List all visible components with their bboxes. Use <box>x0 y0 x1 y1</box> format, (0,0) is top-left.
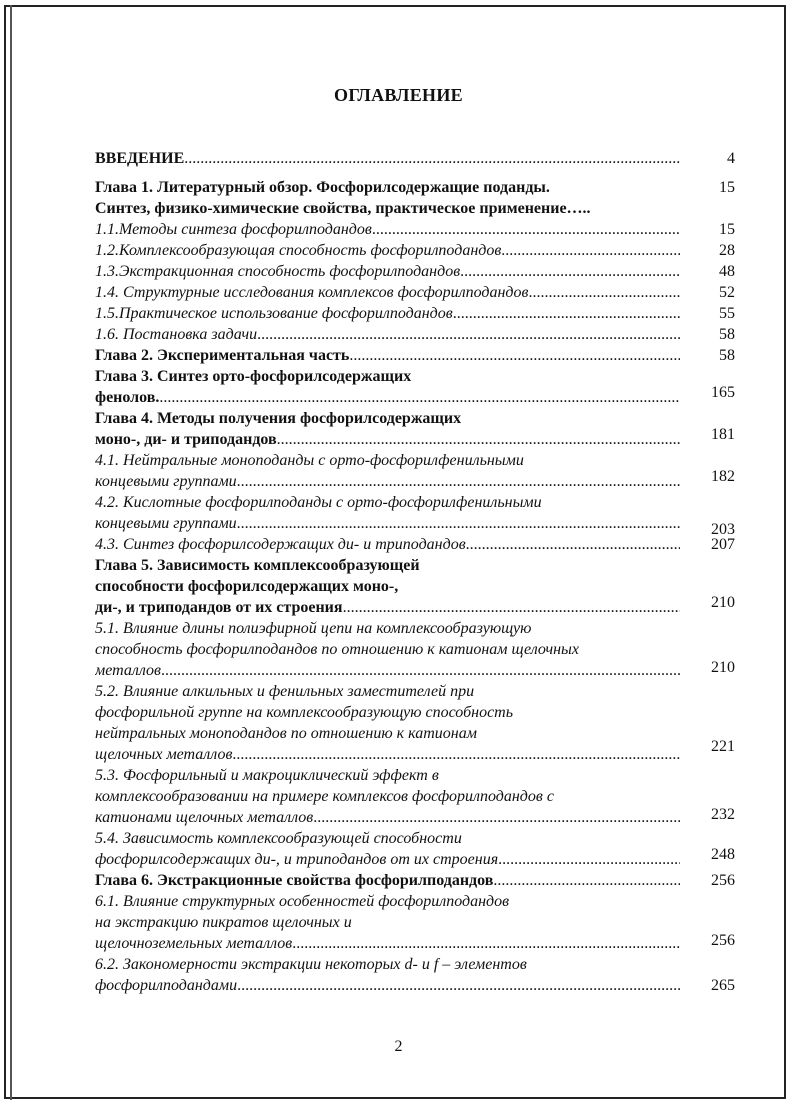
toc-entry-chapter-5 <box>95 555 735 618</box>
toc-entry-section-4-2 <box>95 492 735 538</box>
toc-entry-text: фосфорилподандами ..... <box>95 975 680 996</box>
toc-entry-section-1-2 <box>95 240 735 261</box>
toc-page-number: 203 <box>711 521 735 538</box>
toc-page-number: 165 <box>711 384 735 401</box>
toc-entry-text: способности фосфорилсодержащих моно-, <box>95 578 399 595</box>
toc-entry-text: моно-, ди- и триподандов ..... <box>95 429 680 450</box>
toc-page-number: 232 <box>711 806 735 823</box>
toc-page-number: 182 <box>711 468 735 485</box>
toc-entry-text: способность фосфорилподандов по отношению к катионам щелочных <box>95 641 579 658</box>
toc-entry-text: 1.4. Структурные исследования комплексов фосфорилподандов ..... <box>95 282 680 303</box>
toc-entry-section-4-3 <box>95 534 735 555</box>
toc-entry-text: 6.1. Влияние структурных особенностей фосфорилподандов <box>95 893 510 910</box>
toc-entry-text: катионами щелочных металлов ..... <box>95 807 680 828</box>
toc-entry-section-5-1 <box>95 618 735 681</box>
toc-entry-text: фосфорилсодержащих ди-, и триподандов от их строения ..... <box>95 849 680 870</box>
toc-entry-text: 5.1. Влияние длины полиэфирной цепи на комплексообразующую <box>95 620 532 637</box>
toc-page-number: 28 <box>719 242 735 259</box>
toc-entry-text: ди-, и триподандов от их строения ..... <box>95 597 680 618</box>
toc-page-number: 4 <box>727 150 735 167</box>
toc-entry-text: 1.6. Постановка задачи ..... <box>95 324 680 345</box>
toc-entry-section-6-1 <box>95 891 735 954</box>
toc-entry-text: Глава 5. Зависимость комплексообразующей <box>95 557 420 574</box>
toc-entry-section-1-4 <box>95 282 735 303</box>
table-of-contents <box>95 148 735 996</box>
toc-entry-text: Глава 2. Экспериментальная часть ..... <box>95 345 680 366</box>
toc-entry-chapter-3 <box>95 366 735 408</box>
toc-entry-section-1-5 <box>95 303 735 324</box>
toc-entry-text: концевыми группами ..... <box>95 513 680 534</box>
toc-entry-text: 5.3. Фосфорильный и макроциклический эффект в <box>95 767 439 784</box>
toc-entry-text: ВВЕДЕНИЕ ..... <box>95 148 680 169</box>
toc-entry-section-5-2 <box>95 681 735 765</box>
page-number: 2 <box>394 1038 403 1055</box>
toc-page-number: 210 <box>711 594 735 611</box>
toc-entry-section-4-1 <box>95 450 735 492</box>
toc-entry-text: фенолов. ..... <box>95 387 680 408</box>
toc-entry-section-6-2 <box>95 954 735 996</box>
toc-entry-section-5-4 <box>95 828 735 870</box>
toc-entry-section-1-1 <box>95 219 735 240</box>
toc-page-number: 52 <box>719 284 735 301</box>
toc-entry-text: 6.2. Закономерности экстракции некоторых d- и f – элементов <box>95 956 527 973</box>
toc-page-number: 181 <box>711 426 735 443</box>
toc-entry-text: 4.2. Кислотные фосфорилподанды с орто-фосфорилфенильными <box>95 494 542 511</box>
toc-entry-text: Глава 4. Методы получения фосфорилсодержащих <box>95 410 462 427</box>
toc-entry-text: щелочных металлов ..... <box>95 744 680 765</box>
toc-page-number: 221 <box>711 738 735 755</box>
toc-entry-section-5-3 <box>95 765 735 828</box>
toc-entry-text: 1.2.Комплексообразующая способность фосфорилподандов ..... <box>95 240 680 261</box>
toc-page-number: 256 <box>711 872 735 889</box>
toc-entry-text: щелочноземельных металлов ..... <box>95 933 680 954</box>
toc-entry-chapter-1 <box>95 177 735 219</box>
toc-entry-text: 1.5.Практическое использование фосфорилподандов ..... <box>95 303 680 324</box>
toc-page-number: 48 <box>719 263 735 280</box>
toc-entry-text: 5.2. Влияние алкильных и фенильных заместителей при <box>95 683 475 700</box>
toc-entry-text: концевыми группами ..... <box>95 471 680 492</box>
toc-entry-text: фосфорильной группе на комплексообразующую способность <box>95 704 514 721</box>
toc-page-number: 248 <box>711 846 735 863</box>
toc-entry-introduction <box>95 148 735 169</box>
toc-entry-text: 1.3.Экстракционная способность фосфорилподандов ..... <box>95 261 680 282</box>
toc-entry-text: металлов ..... <box>95 660 680 681</box>
toc-entry-text: 4.1. Нейтральные моноподанды с орто-фосфорилфенильными <box>95 452 524 469</box>
toc-page-number: 15 <box>719 179 735 196</box>
toc-entry-chapter-4 <box>95 408 735 450</box>
toc-page-number: 256 <box>711 932 735 949</box>
toc-entry-text: 5.4. Зависимость комплексообразующей способности <box>95 830 462 847</box>
toc-entry-text: комплексообразовании на примере комплексов фосфорилподандов с <box>95 788 554 805</box>
toc-entry-text: Синтез, физико-химические свойства, практическое применение….. <box>95 200 591 217</box>
toc-entry-text: нейтральных моноподандов по отношению к катионам <box>95 725 477 742</box>
toc-page-number: 210 <box>711 659 735 676</box>
toc-entry-text: Глава 6. Экстракционные свойства фосфорилподандов ..... <box>95 870 680 891</box>
toc-page-number: 207 <box>711 536 735 553</box>
toc-entry-section-1-6 <box>95 324 735 345</box>
toc-entry-text: Глава 3. Синтез орто-фосфорилсодержащих <box>95 368 412 385</box>
scan-edge-line <box>10 5 12 1100</box>
toc-page-number: 55 <box>719 305 735 322</box>
toc-entry-chapter-6 <box>95 870 735 891</box>
toc-entry-chapter-2 <box>95 345 735 366</box>
toc-page-number: 58 <box>719 326 735 343</box>
toc-page-number: 265 <box>711 977 735 994</box>
toc-entry-text: на экстракцию пикратов щелочных и <box>95 914 352 931</box>
toc-page-number: 15 <box>719 221 735 238</box>
toc-entry-text: 4.3. Синтез фосфорилсодержащих ди- и триподандов ..... <box>95 534 680 555</box>
toc-entry-text: 1.1.Методы синтеза фосфорилподандов ..... <box>95 219 680 240</box>
toc-page-number: 58 <box>719 347 735 364</box>
toc-entry-text: Глава 1. Литературный обзор. Фосфорилсодержащие поданды. <box>95 179 550 196</box>
toc-entry-section-1-3 <box>95 261 735 282</box>
page-title: ОГЛАВЛЕНИЕ <box>334 85 463 105</box>
